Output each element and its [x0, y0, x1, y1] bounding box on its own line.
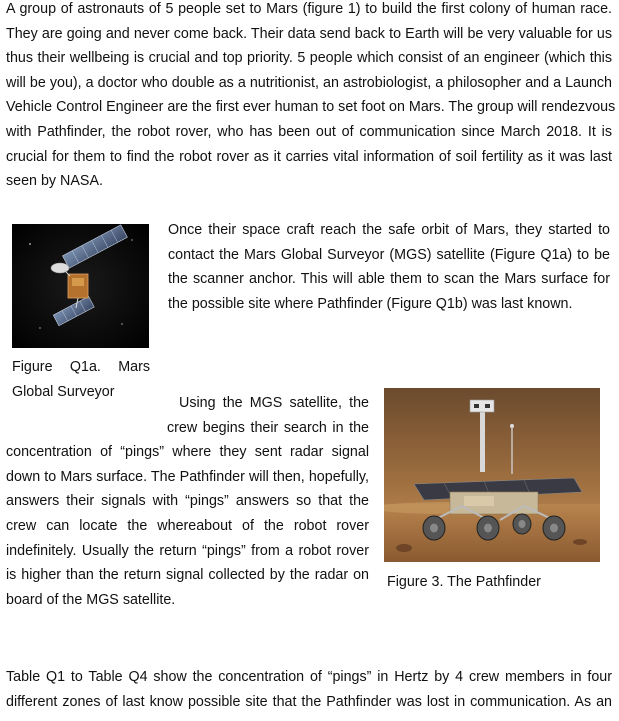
table-paragraph-line: Table Q1 to Table Q4 show the concentration of “pings” in Hertz by 4 crew members in four	[6, 669, 612, 685]
intro-line: Vehicle Control Engineer are the first ever human to set foot on Mars. The group will rendezvous	[6, 99, 616, 116]
intro-paragraph	[6, 0, 616, 194]
intro-line: thus their wellbeing is crucial and top priority. 5 people which consist of an engineer (which this	[6, 50, 612, 67]
pathfinder-rover-image	[384, 388, 600, 562]
intro-line: will be you), a doctor who double as a nutritionist, an astrobiologist, a philosopher and a Launch	[6, 74, 612, 91]
orbit-line: contact the Mars Global Surveyor (MGS) satellite (Figure Q1a) to be	[168, 246, 610, 263]
intro-line: crucial for them to find the robot rover as it carries vital information of soil fertility as it was last	[6, 148, 612, 165]
figure-q1a-caption-line: Global Surveyor	[12, 383, 115, 400]
figure-q1a-caption-line: Figure Q1a. Mars	[12, 359, 150, 375]
mgs-line: indefinitely. Usually the return “pings” from a robot rover	[6, 542, 369, 559]
pathfinder-rover-illustration	[384, 388, 600, 562]
mgs-line: is higher than the return signal collected by the radar on	[6, 567, 369, 584]
orbit-paragraph	[168, 218, 610, 316]
intro-line: A group of astronauts of 5 people set to Mars (figure 1) to build the first colony of human race.	[6, 1, 612, 17]
mgs-line: board of the MGS satellite.	[6, 591, 176, 608]
mgs-line: Using the MGS satellite, the	[179, 395, 369, 411]
mgs-line: crew begins their search in the	[167, 419, 369, 436]
orbit-line: the scanner anchor. This will able them to scan the Mars surface for	[168, 271, 610, 288]
orbit-line: Once their space craft reach the safe orbit of Mars, they started to	[168, 222, 610, 238]
mgs-paragraph	[6, 391, 369, 612]
mgs-satellite-illustration	[12, 224, 149, 348]
intro-line: They are going and never come back. Their data send back to Earth will be very valuable for us	[6, 25, 612, 42]
mgs-line: crew can locate the whereabout of the robot rover	[6, 517, 369, 534]
figure-3-caption: Figure 3. The Pathfinder	[387, 574, 541, 590]
mgs-line: answers their signals with “pings” answers so that the	[6, 493, 369, 510]
table-paragraph	[6, 665, 612, 714]
intro-line: with Pathfinder, the robot rover, who has been out of communication since March 2018. It is	[6, 123, 612, 140]
mgs-line: concentration of “pings” where they sent radar signal	[6, 444, 369, 461]
intro-line: seen by NASA.	[6, 173, 103, 190]
mgs-line: down to Mars surface. The Pathfinder will then, hopefully,	[6, 468, 369, 485]
orbit-line: the possible site where Pathfinder (Figure Q1b) was last known.	[168, 295, 573, 312]
table-paragraph-line: different zones of last know possible site that the Pathfinder was lost in communication. As an	[6, 693, 612, 710]
mgs-satellite-image	[12, 224, 149, 348]
